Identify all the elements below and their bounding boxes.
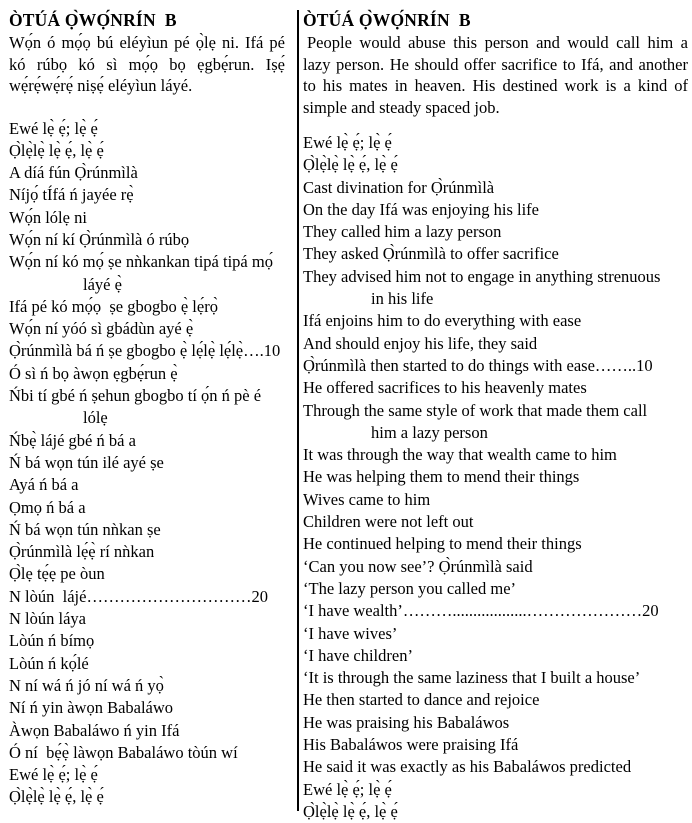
- verse-line: Ọ̀lẹ̀lẹ̀ lẹ̀ ẹ́, lẹ̀ ẹ́: [303, 801, 398, 821]
- verse-line: Ifá pé kó mọ́ọ ṣe gbogbo ẹ̀ lẹ́rọ̀: [9, 296, 218, 316]
- verse-line: Níjọ́ tÍfá ń jayée rẹ̀: [9, 185, 134, 205]
- verse-line: Ewé lẹ̀ ẹ́; lẹ̀ ẹ́: [303, 779, 392, 799]
- verse-line: It was through the way that wealth came to him: [303, 445, 617, 465]
- verse-line: Ó ní bẹ́ẹ̀ làwọn Babaláwo tòún wí: [9, 742, 238, 762]
- verse-line: Ní ń yin àwọn Babaláwo: [9, 698, 174, 718]
- left-column-prose: Wọ́n ó mọ́ọ bú eléyìun pé ọ̀lẹ ni. Ifá pé kó rúbọ kó sì mọ́ọ bọ ẹgbẹ́run. Iṣẹ́ wẹ́rẹ́wẹ́rẹ́ niṣẹ́ eléyìun láyé.: [9, 33, 285, 95]
- verse-line: Ọ̀rúnmìlà bá ń ṣe gbogbo ẹ̀ lẹ́lẹ̀ lẹ́lẹ̀….10: [9, 341, 281, 361]
- left-column-verse: [9, 118, 285, 809]
- verse-line: N lòún láya: [9, 609, 86, 629]
- verse-line: Children were not left out: [303, 512, 474, 532]
- verse-line: Ó sì ń bọ àwọn ẹgbẹ́run ẹ̀: [9, 363, 178, 383]
- verse-line: He offered sacrifices to his heavenly mates: [303, 378, 587, 398]
- verse-line: ‘I have wives’: [303, 623, 398, 643]
- verse-line: Wọ́n ní yóó sì gbádùn ayé ẹ̀: [9, 319, 194, 339]
- verse-line: ‘The lazy person you called me’: [303, 578, 517, 598]
- verse-line: ‘Can you now see’? Ọ̀rúnmìlà said: [303, 556, 533, 576]
- verse-line: Ń bá wọn tún ilé ayé ṣe: [9, 452, 164, 472]
- verse-line: Lòún ń bímọ: [9, 631, 95, 651]
- verse-line: He was helping them to mend their things: [303, 467, 580, 487]
- verse-line: And should enjoy his life, they said: [303, 333, 538, 353]
- verse-line: He continued helping to mend their things: [303, 534, 582, 554]
- verse-line: Ọ̀lẹ̀lẹ̀ lẹ̀ ẹ́, lẹ̀ ẹ́: [9, 140, 104, 160]
- column-divider: [297, 10, 299, 811]
- verse-line: Ewé lẹ̀ ẹ́; lẹ̀ ẹ́: [9, 118, 98, 138]
- right-column-odu-title: ÒTÚÁ Ọ̀WỌ́NRÍN B: [303, 10, 471, 30]
- verse-line: Wọ́n ní kí Ọ̀rúnmìlà ó rúbọ: [9, 229, 190, 249]
- verse-line: They asked Ọ̀rúnmìlà to offer sacrifice: [303, 244, 559, 264]
- verse-line: ‘I have wealth’………..................…………………20: [303, 601, 659, 621]
- verse-line: He was praising his Babaláwos: [303, 712, 510, 732]
- right-column-prose: People would abuse this person and would call him a lazy person. He should offer sacrifice to Ifá, and another to his mates in heaven. His destined work is a kind of simple and steady spaced job.: [303, 33, 688, 117]
- verse-line: N ní wá ń jó ní wá ń yọ̀: [9, 675, 164, 695]
- verse-line: Ayá ń bá a: [9, 475, 79, 495]
- left-column-odu-title: ÒTÚÁ Ọ̀WỌ́NRÍN B: [9, 10, 177, 30]
- verse-line: Ọ̀lẹ̀lẹ̀ lẹ̀ ẹ́, lẹ̀ ẹ́: [303, 155, 398, 175]
- verse-line: Ewé lẹ̀ ẹ́; lẹ̀ ẹ́: [9, 765, 98, 785]
- verse-line: His Babaláwos were praising Ifá: [303, 735, 519, 755]
- verse-line: They advised him not to engage in anything strenuous: [303, 266, 661, 286]
- verse-line: Ọ̀rúnmìlà lẹ́ẹ̀ rí nǹkan: [9, 542, 155, 562]
- verse-line: Àwọn Babaláwo ń yin Ifá: [9, 720, 180, 740]
- right-column-spacer: [303, 118, 688, 132]
- verse-line: He said it was exactly as his Babaláwos predicted: [303, 757, 632, 777]
- verse-line: He then started to dance and rejoice: [303, 690, 540, 710]
- verse-line: Ifá enjoins him to do everything with ease: [303, 311, 582, 331]
- verse-line: N lòún lájé…………………………20: [9, 586, 268, 606]
- verse-line: in his life: [371, 289, 434, 309]
- verse-line: ‘It is through the same laziness that I built a house’: [303, 668, 641, 688]
- verse-line: Ọ̀lẹ̀lẹ̀ lẹ̀ ẹ́, lẹ̀ ẹ́: [9, 787, 104, 807]
- verse-line: láyé ẹ̀: [83, 274, 122, 294]
- verse-line: Wives came to him: [303, 489, 431, 509]
- verse-line: ‘I have children’: [303, 645, 413, 665]
- verse-line: On the day Ifá was enjoying his life: [303, 199, 539, 219]
- verse-line: Lòún ń kọ́lé: [9, 653, 89, 673]
- verse-line: Ńbẹ̀ lájé gbé ń bá a: [9, 430, 136, 450]
- verse-line: Ńbi tí gbé ń ṣehun gbogbo tí ọ́n ń pè é: [9, 386, 262, 406]
- verse-line: A díá fún Ọ̀rúnmìlà: [9, 163, 138, 183]
- left-column-yoruba: [0, 0, 293, 809]
- verse-line: Wọ́n ní kó mọ́ ṣe nǹkankan tipá tipá mọ́: [9, 252, 273, 272]
- right-column-verse: [303, 132, 688, 823]
- verse-line: They called him a lazy person: [303, 222, 502, 242]
- verse-line: Through the same style of work that made them call: [303, 400, 648, 420]
- left-column-spacer: [9, 97, 285, 118]
- verse-line: Wọ́n lólẹ ni: [9, 207, 87, 227]
- verse-line: Ọmọ ń bá a: [9, 497, 86, 517]
- verse-line: lólẹ: [83, 408, 108, 428]
- right-column-english: [300, 0, 692, 823]
- verse-line: Ewé lẹ̀ ẹ́; lẹ̀ ẹ́: [303, 133, 392, 152]
- verse-line: Ń bá wọn tún nǹkan ṣe: [9, 519, 161, 539]
- verse-line: Ọ̀lẹ tẹ́ẹ pe òun: [9, 564, 105, 584]
- verse-line: Ọ̀rúnmìlà then started to do things with ease……..10: [303, 355, 653, 375]
- verse-line: him a lazy person: [371, 422, 488, 442]
- verse-line: Cast divination for Ọ̀rúnmìlà: [303, 177, 495, 197]
